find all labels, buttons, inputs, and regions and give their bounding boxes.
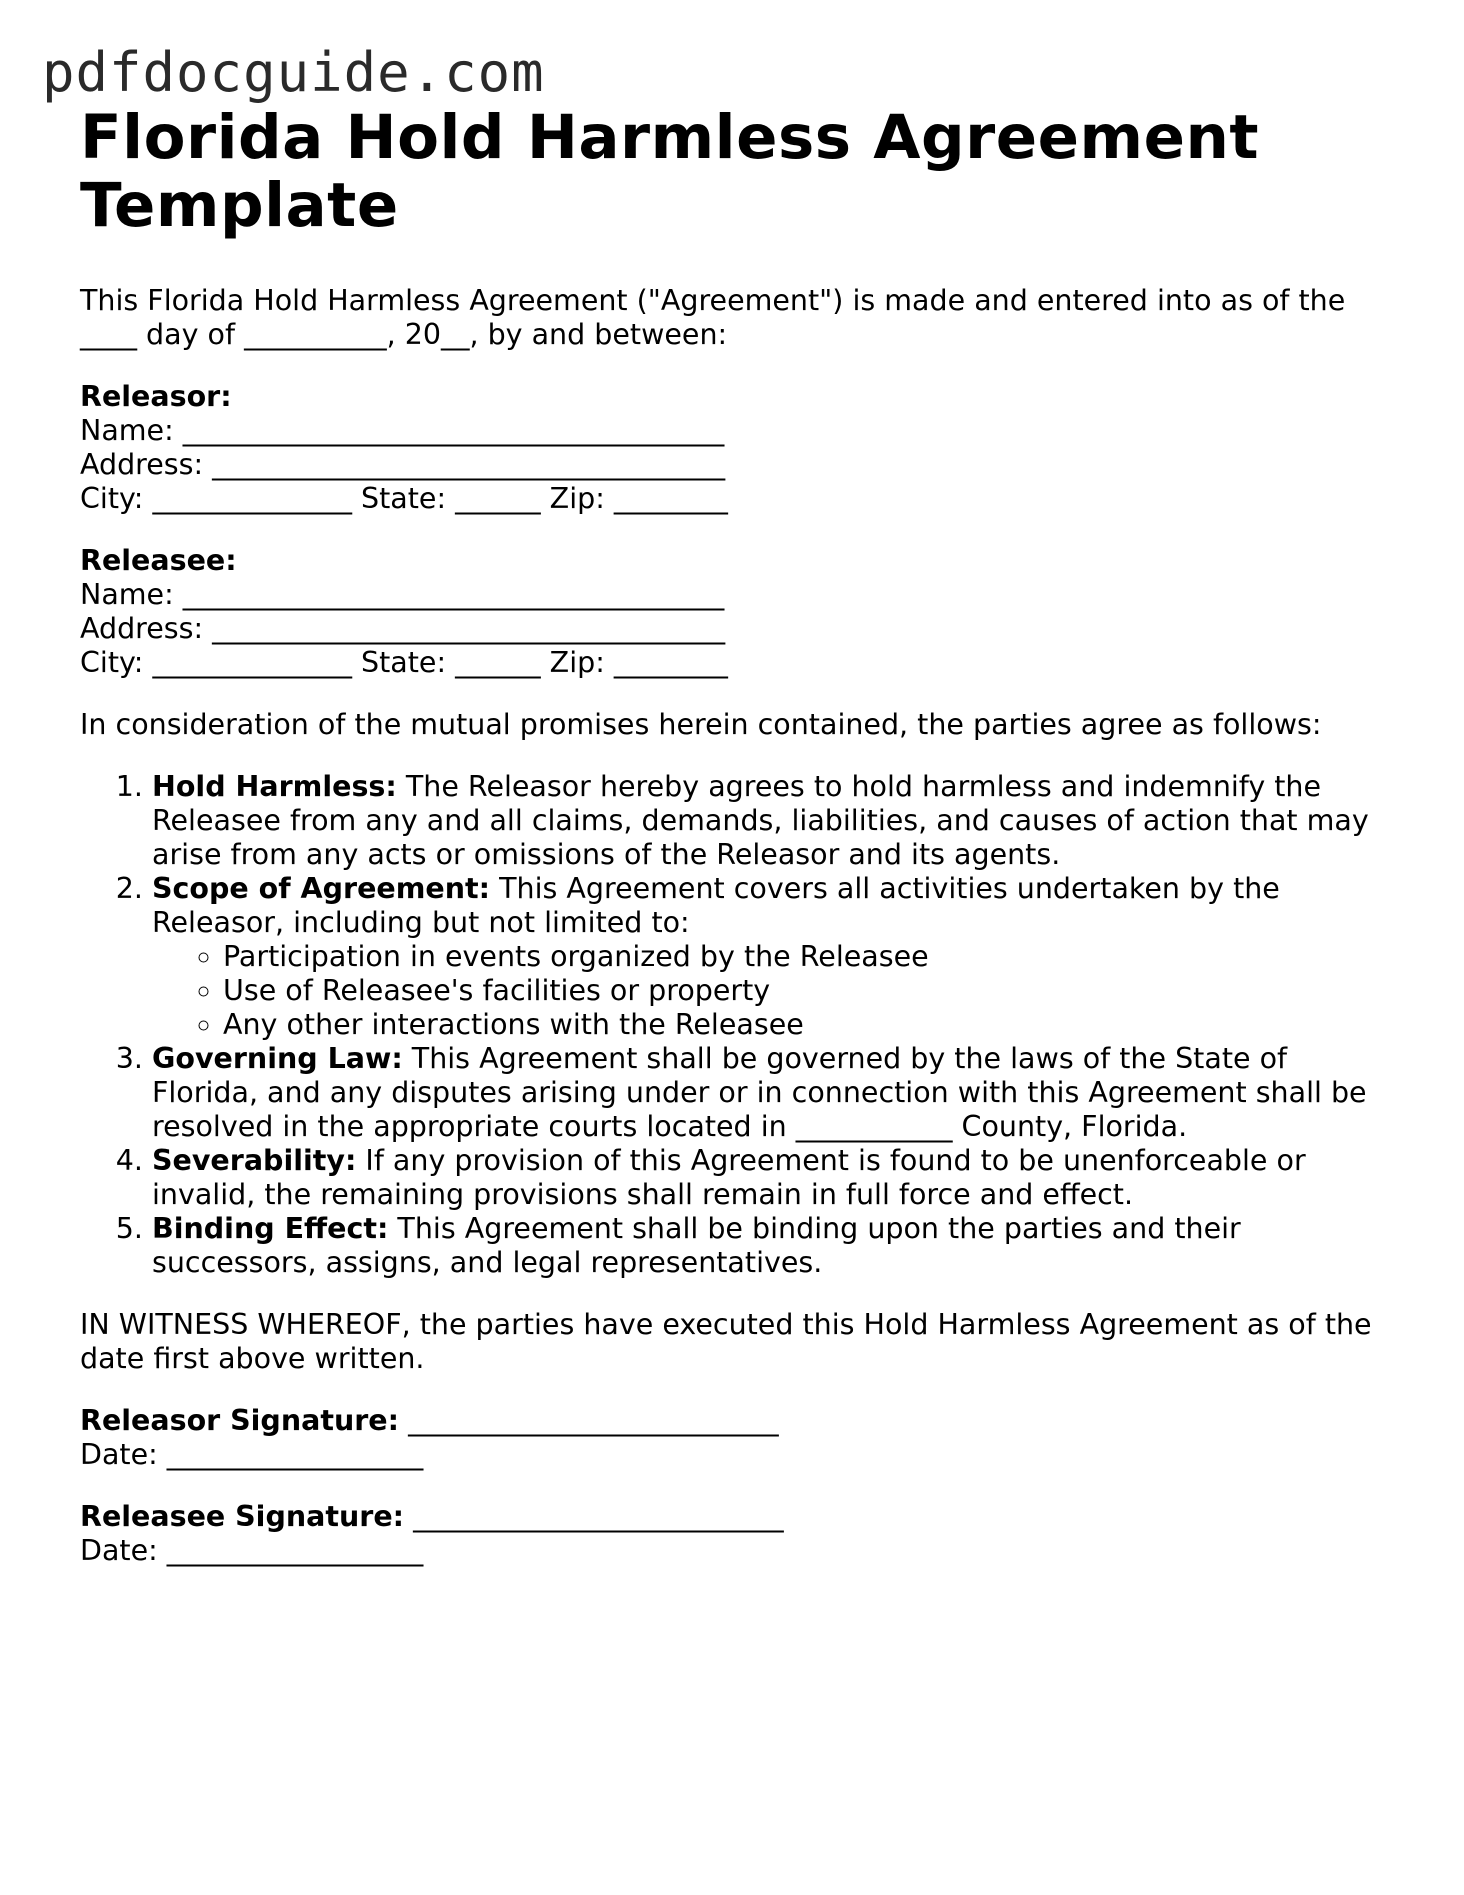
releasee-name-field: Name: ______________________________________ <box>80 578 725 611</box>
releasor-address-field: Address: ____________________________________ <box>80 448 726 481</box>
clause-title: Hold Harmless: <box>152 770 397 803</box>
scope-item: ◦ Use of Releasee's facilities or property <box>223 974 1400 1008</box>
page-title: Florida Hold Harmless Agreement Template <box>80 102 1260 241</box>
releasee-signature-field: __________________________ <box>404 1500 784 1533</box>
clause-item <box>152 770 1400 872</box>
clause-title: Severability: <box>152 1144 357 1177</box>
releasee-heading: Releasee: <box>80 544 237 577</box>
releasor-block <box>80 380 1400 516</box>
clause-text: This Agreement shall be governed by the laws of the State of Florida, and any disputes arising under or in connection with this Agreement shall be resolved in the appropriate courts located in ___________ County, Florida. <box>152 1042 1367 1143</box>
clause-text: This Agreement covers all activities undertaken by the Releasor, including but not limited to: <box>152 872 1280 939</box>
clause-title: Scope of Agreement: <box>152 872 491 905</box>
intro-line-1: This Florida Hold Harmless Agreement ("Agreement") is made and entered into as of the <box>80 284 1346 317</box>
clause-item <box>152 1212 1400 1280</box>
releasor-city-state-zip-field: City: ______________ State: ______ Zip: ________ <box>80 482 728 515</box>
clause-item <box>152 872 1400 1042</box>
scope-item: ◦ Participation in events organized by the Releasee <box>223 940 1400 974</box>
releasor-signature-label: Releasor Signature: <box>80 1404 400 1437</box>
releasor-signature-field: __________________________ <box>399 1404 779 1437</box>
clause-item <box>152 1144 1400 1212</box>
intro-line-2: ____ day of __________, 20__, by and between: <box>80 318 728 351</box>
releasee-block <box>80 544 1400 680</box>
scope-list <box>152 940 1400 1042</box>
document-page <box>80 104 1400 1596</box>
clause-text: The Releasor hereby agrees to hold harmless and indemnify the Releasee from any and all claims, demands, liabilities, and causes of action that may arise from any acts or omissions of the Releasor and its agents. <box>152 770 1369 871</box>
clause-item <box>152 1042 1400 1144</box>
witness-line-1: IN WITNESS WHEREOF, the parties have executed this Hold Harmless Agreement as of the <box>80 1308 1372 1341</box>
watermark: pdfdocguide.com <box>42 41 545 104</box>
releasor-date-field: Date: __________________ <box>80 1438 424 1471</box>
witness-line-2: date first above written. <box>80 1342 425 1375</box>
clause-title: Binding Effect: <box>152 1212 389 1245</box>
witness-paragraph <box>80 1308 1400 1376</box>
releasor-signature-block <box>80 1404 1400 1472</box>
releasee-date-field: Date: __________________ <box>80 1534 424 1567</box>
releasee-address-field: Address: ____________________________________ <box>80 612 726 645</box>
scope-item: ◦ Any other interactions with the Releasee <box>223 1008 1400 1042</box>
clause-text: This Agreement shall be binding upon the parties and their successors, assigns, and legal representatives. <box>152 1212 1241 1279</box>
releasee-city-state-zip-field: City: ______________ State: ______ Zip: ________ <box>80 646 728 679</box>
clause-text: If any provision of this Agreement is found to be unenforceable or invalid, the remaining provisions shall remain in full force and effect. <box>152 1144 1306 1211</box>
clause-title: Governing Law: <box>152 1042 403 1075</box>
releasee-signature-block <box>80 1500 1400 1568</box>
consideration-paragraph: In consideration of the mutual promises herein contained, the parties agree as follows: <box>80 708 1322 741</box>
releasee-signature-label: Releasee Signature: <box>80 1500 405 1533</box>
clause-list <box>80 770 1400 1280</box>
releasor-name-field: Name: ______________________________________ <box>80 414 725 447</box>
intro-paragraph <box>80 284 1400 352</box>
releasor-heading: Releasor: <box>80 380 232 413</box>
